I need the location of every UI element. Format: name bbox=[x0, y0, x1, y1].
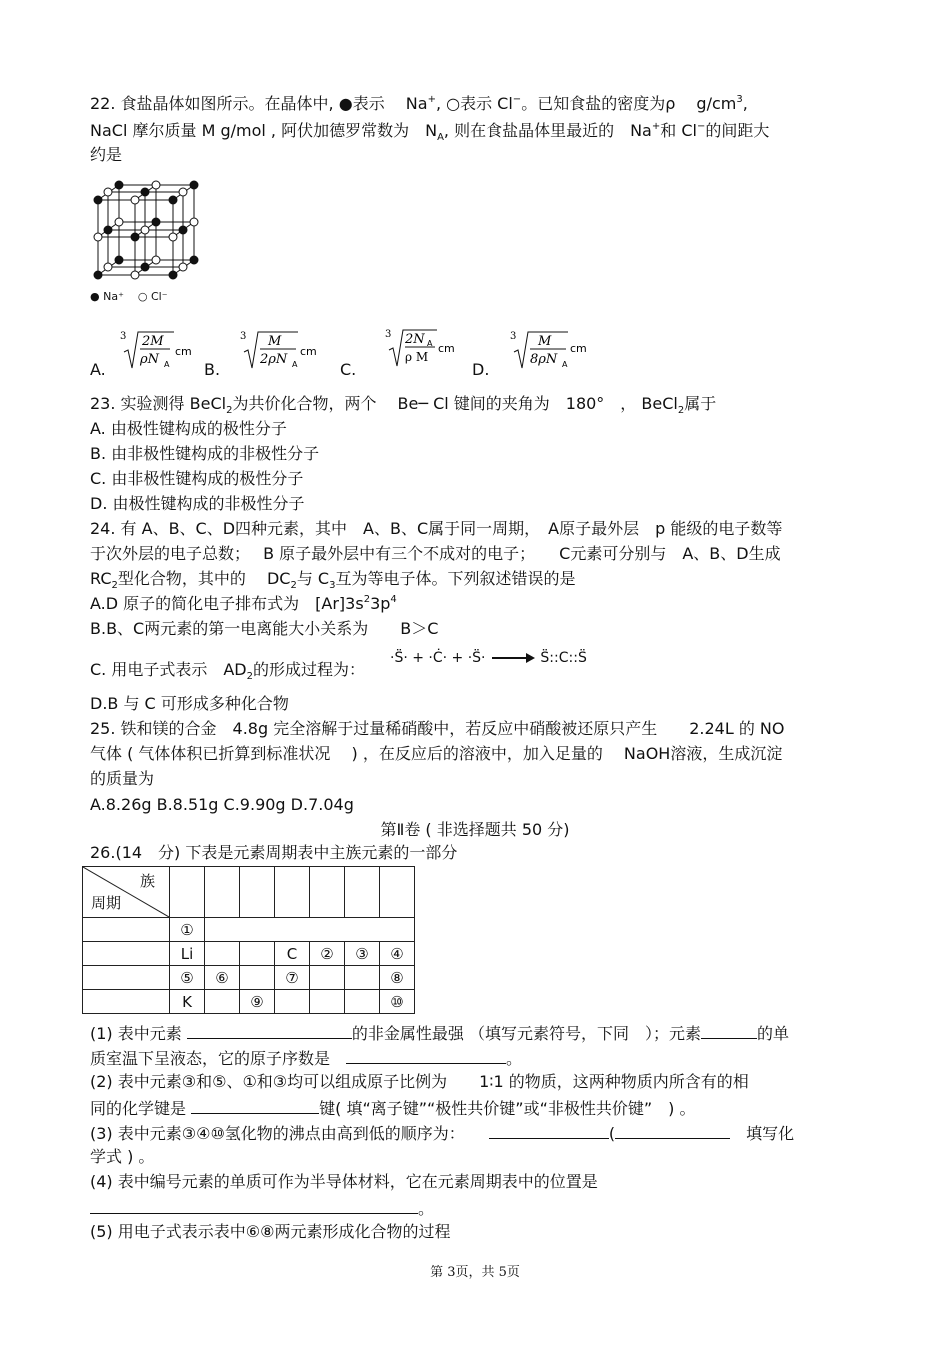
q23-option-d: D. 由极性键构成的非极性分子 bbox=[90, 494, 305, 513]
table-corner-cell bbox=[83, 867, 170, 918]
q22-option-a bbox=[120, 328, 200, 376]
table-cell bbox=[240, 966, 275, 990]
blank-answer-line[interactable] bbox=[615, 1122, 730, 1139]
q26-part-4-line-2: 。 bbox=[90, 1197, 434, 1219]
table-cell: C bbox=[275, 942, 310, 966]
corner-group-label: 族 bbox=[139, 872, 155, 890]
q26-part-2-line-2: 同的化学键是 键( 填“离子键”“极性共价键”或“非极性共价键” ) 。 bbox=[90, 1099, 696, 1118]
svg-text:2ρN: 2ρN bbox=[260, 352, 288, 367]
q23-stem: 23. 实验测得 BeCl$_2$为共价化合物，两个 Be─ Cl 键间的夹角为 180° ， BeCl$_2$属于 bbox=[90, 394, 717, 417]
svg-text:A: A bbox=[292, 360, 298, 369]
q25-line-1: 25. 铁和镁的合金 4.8g 完全溶解于过量稀硝酸中，若反应中硝酸被还原只产生 2.24L 的 NO bbox=[90, 719, 785, 738]
periodic-table bbox=[82, 866, 415, 1014]
table-cell: ① bbox=[170, 918, 205, 942]
q26-part-4-line-1: (4) 表中编号元素的单质可作为半导体材料，它在元素周期表中的位置是 bbox=[90, 1172, 598, 1191]
svg-text:M: M bbox=[538, 334, 552, 349]
table-row bbox=[83, 966, 415, 990]
table-cell bbox=[345, 966, 380, 990]
svg-text:8ρN: 8ρN bbox=[530, 352, 558, 367]
blank-answer-line[interactable] bbox=[90, 1197, 418, 1214]
svg-text:2M: 2M bbox=[142, 334, 164, 349]
table-cell bbox=[310, 966, 345, 990]
q22-option-c bbox=[385, 326, 465, 374]
table-cell bbox=[275, 990, 310, 1014]
table-row bbox=[83, 918, 415, 942]
q26-part-3-line-1: (3) 表中元素③④⑩氢化物的沸点由高到低的顺序为： ( 填写化 bbox=[90, 1124, 795, 1143]
q22-option-d bbox=[510, 328, 595, 376]
svg-text:cm: cm bbox=[175, 345, 192, 358]
svg-text:ρN: ρN bbox=[140, 352, 160, 367]
table-cell: Li bbox=[170, 942, 205, 966]
q24-line-1: 24. 有 A、B、C、D四种元素，其中 A、B、C属于同一周期， A原子最外层 p 能级的电子数等 bbox=[90, 519, 783, 538]
q26-part-5: (5) 用电子式表示表中⑥⑧两元素形成化合物的过程 bbox=[90, 1222, 451, 1241]
svg-text:2N: 2N bbox=[405, 332, 425, 347]
q24-option-a: A.D 原子的简化电子排布式为 $[Ar]3s^23p^4$ bbox=[90, 594, 397, 613]
q26-part-3-line-2: 学式 ) 。 bbox=[90, 1147, 155, 1166]
table-cell: ⑥ bbox=[205, 966, 240, 990]
blank-answer-line[interactable] bbox=[191, 1097, 319, 1114]
table-cell: K bbox=[170, 990, 205, 1014]
q22-option-c-label: C. bbox=[340, 360, 357, 379]
q24-option-d: D.B 与 C 可形成多种化合物 bbox=[90, 694, 289, 713]
cube-root-icon bbox=[385, 326, 465, 370]
electron-formula: ·S̈· + ·Ċ· + ·S̈· S̈::C::S̈ bbox=[390, 650, 587, 666]
cube-root-icon bbox=[510, 328, 595, 372]
svg-text:A: A bbox=[427, 339, 433, 348]
table-cell bbox=[205, 942, 240, 966]
q22-line-2: NaCl 摩尔质量 M g/mol , 阿伏加德罗常数为 $N_A$, 则在食盐晶体里最近的 Na+和 Cl−的间距大 bbox=[90, 121, 770, 144]
q23-option-c: C. 由非极性键构成的极性分子 bbox=[90, 469, 304, 488]
table-cell bbox=[240, 942, 275, 966]
svg-text:A: A bbox=[562, 360, 568, 369]
svg-text:cm: cm bbox=[300, 345, 317, 358]
q22-option-a-label: A. bbox=[90, 360, 106, 379]
table-cell: ⑤ bbox=[170, 966, 205, 990]
table-cell: ⑦ bbox=[275, 966, 310, 990]
q22-option-b-label: B. bbox=[204, 360, 221, 379]
blank-answer-line[interactable] bbox=[346, 1047, 506, 1064]
q25-line-2: 气体 ( 气体体积已折算到标准状况 ) ，在反应后的溶液中，加入足量的 NaOH溶液，生成沉淀 bbox=[90, 744, 783, 763]
svg-text:3: 3 bbox=[120, 331, 127, 342]
q24-line-3: $RC_2$型化合物，其中的 $DC_2$与 $C_3$互为等电子体。下列叙述错误的是 bbox=[90, 569, 576, 592]
svg-text:3: 3 bbox=[510, 331, 517, 342]
blank-answer-line[interactable] bbox=[701, 1022, 757, 1039]
svg-text:cm: cm bbox=[438, 342, 455, 355]
crystal-legend: ● Na⁺ ○ Cl⁻ bbox=[90, 290, 168, 303]
cube-root-icon bbox=[240, 328, 325, 372]
table-row bbox=[83, 942, 415, 966]
q26-part-1-line-2: 质室温下呈液态，它的原子序数是 。 bbox=[90, 1049, 523, 1068]
q26-part-2-line-1: (2) 表中元素③和⑤、①和③均可以组成原子比例为 1∶1 的物质，这两种物质内所含有的相 bbox=[90, 1072, 749, 1091]
q26-part-1-line-1: (1) 表中元素 的非金属性最强 （填写元素符号，下同 ）；元素 的单 bbox=[90, 1024, 789, 1043]
blank-answer-line[interactable] bbox=[187, 1022, 352, 1039]
q24-line-2: 于次外层的电子总数； B 原子最外层中有三个不成对的电子； C元素可分别与 A、B、D生成 bbox=[90, 544, 781, 563]
table-cell: ② bbox=[310, 942, 345, 966]
svg-text:cm: cm bbox=[570, 342, 587, 355]
table-cell bbox=[310, 990, 345, 1014]
q22-option-d-label: D. bbox=[472, 360, 490, 379]
section-title: 第Ⅱ卷 ( 非选择题共 50 分) bbox=[380, 820, 570, 839]
blank-answer-line[interactable] bbox=[489, 1122, 609, 1139]
table-row bbox=[83, 990, 415, 1014]
svg-text:ρ M: ρ M bbox=[405, 350, 429, 364]
table-cell: ⑨ bbox=[240, 990, 275, 1014]
svg-text:3: 3 bbox=[240, 331, 247, 342]
svg-text:M: M bbox=[268, 334, 282, 349]
corner-period-label: 周期 bbox=[91, 894, 122, 912]
q25-options: A.8.26g B.8.51g C.9.90g D.7.04g bbox=[90, 795, 354, 814]
arrow-right-icon bbox=[490, 652, 536, 664]
q24-option-b: B.B、C两元素的第一电离能大小关系为 B＞C bbox=[90, 619, 439, 638]
filled-circle-icon: ● bbox=[338, 94, 353, 113]
q23-option-b: B. 由非极性键构成的非极性分子 bbox=[90, 444, 320, 463]
table-cell: ⑧ bbox=[380, 966, 415, 990]
q26-title: 26.(14 分) 下表是元素周期表中主族元素的一部分 bbox=[90, 843, 458, 862]
table-cell: ④ bbox=[380, 942, 415, 966]
table-cell bbox=[205, 990, 240, 1014]
table-cell bbox=[345, 990, 380, 1014]
svg-text:A: A bbox=[164, 360, 170, 369]
table-cell: ⑩ bbox=[380, 990, 415, 1014]
q22-line-1: 22. 食盐晶体如图所示。在晶体中, ●表示 Na+, ○表示 Cl−。已知食盐的密度为ρ $g/cm^3$, bbox=[90, 94, 748, 113]
q22-option-b bbox=[240, 328, 325, 376]
table-cell: ③ bbox=[345, 942, 380, 966]
svg-text:3: 3 bbox=[385, 329, 392, 340]
q23-option-a: A. 由极性键构成的极性分子 bbox=[90, 419, 287, 438]
q25-line-3: 的质量为 bbox=[90, 769, 155, 788]
q22-line-3: 约是 bbox=[90, 145, 123, 164]
page-footer: 第 3页，共 5页 bbox=[430, 1265, 520, 1280]
cube-root-icon bbox=[120, 328, 200, 372]
q24-option-c: C. 用电子式表示 $AD_2$的形成过程为： bbox=[90, 660, 366, 683]
nacl-crystal-figure bbox=[88, 175, 218, 310]
